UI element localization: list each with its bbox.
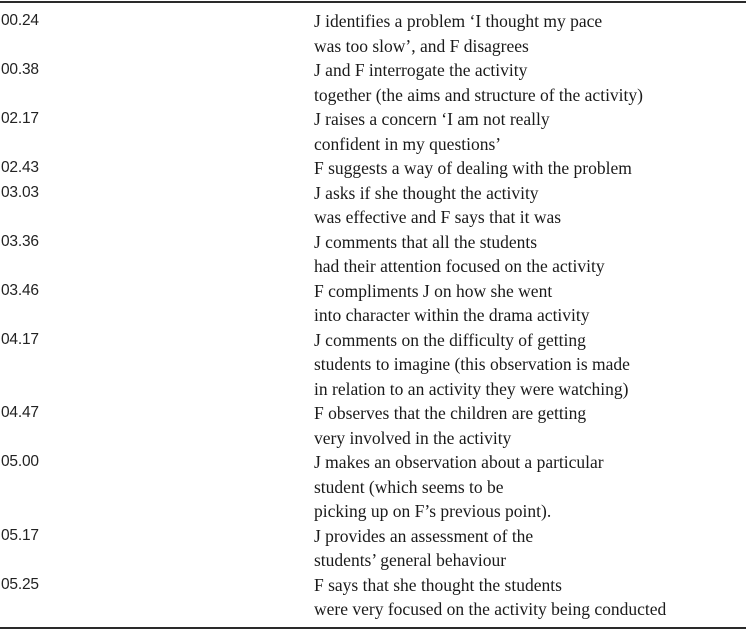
timestamp-cell: 03.03 xyxy=(1,183,39,201)
description-line: picking up on F’s previous point). xyxy=(314,501,552,521)
description-line: student (which seems to be xyxy=(314,476,504,497)
timestamp-cell: 02.17 xyxy=(1,110,39,127)
table-row xyxy=(0,58,746,107)
description-line: very involved in the activity xyxy=(314,427,512,448)
description-cell xyxy=(314,107,746,156)
description-cell xyxy=(314,181,746,230)
table-row xyxy=(0,9,746,58)
description-line: J identifies a problem ‘I thought my pace xyxy=(314,11,603,31)
timestamp-cell: 02.43 xyxy=(1,159,39,176)
timestamp-cell: 05.25 xyxy=(1,575,39,593)
description-cell xyxy=(314,450,746,524)
description-cell xyxy=(314,328,746,402)
description-line: was effective and F says that it was xyxy=(314,207,562,227)
table-row xyxy=(0,524,746,573)
description-line: together (the aims and structure of the activity) xyxy=(314,84,643,105)
timestamp-cell: 04.47 xyxy=(1,404,39,421)
table-row xyxy=(0,279,746,328)
description-line: in relation to an activity they were watching) xyxy=(314,378,629,399)
table-top-rule xyxy=(0,1,746,3)
timestamp-cell: 05.17 xyxy=(1,526,39,544)
description-cell xyxy=(314,279,746,328)
description-line: students to imagine (this observation is made xyxy=(314,354,630,374)
description-line: J and F interrogate the activity xyxy=(314,60,528,80)
description-line: J provides an assessment of the xyxy=(314,525,534,546)
description-line: J asks if she thought the activity xyxy=(314,182,539,203)
description-cell xyxy=(314,9,746,58)
description-line: J comments that all the students xyxy=(314,231,538,252)
table-row xyxy=(0,450,746,524)
timestamp-cell: 03.36 xyxy=(1,232,39,250)
description-line: F compliments J on how she went xyxy=(314,280,553,301)
description-line: confident in my questions’ xyxy=(314,133,502,154)
table-body xyxy=(0,9,746,622)
timestamp-cell: 05.00 xyxy=(1,453,39,470)
description-line: F says that she thought the students xyxy=(314,574,562,595)
description-line: J comments on the difficulty of getting xyxy=(314,329,586,350)
table-row xyxy=(0,230,746,279)
description-cell xyxy=(314,524,746,573)
table-row xyxy=(0,181,746,230)
table-row xyxy=(0,573,746,622)
description-line: F suggests a way of dealing with the problem xyxy=(314,158,632,178)
description-cell xyxy=(314,230,746,279)
description-cell xyxy=(314,156,746,181)
timestamp-cell: 04.17 xyxy=(1,330,39,348)
description-cell xyxy=(314,58,746,107)
description-line: were very focused on the activity being conducted xyxy=(314,599,667,619)
description-cell xyxy=(314,401,746,450)
table-bottom-rule xyxy=(0,627,746,629)
description-line: was too slow’, and F disagrees xyxy=(314,35,529,56)
table-row xyxy=(0,401,746,450)
timestamp-cell: 00.38 xyxy=(1,61,39,78)
table-row xyxy=(0,107,746,156)
table-row xyxy=(0,328,746,402)
description-line: J makes an observation about a particular xyxy=(314,452,604,472)
timestamp-cell: 03.46 xyxy=(1,281,39,299)
description-cell xyxy=(314,573,746,622)
description-line: had their attention focused on the activity xyxy=(314,256,605,276)
table-row xyxy=(0,156,746,181)
description-line: into character within the drama activity xyxy=(314,305,590,325)
timestamp-cell: 00.24 xyxy=(1,12,39,29)
description-line: J raises a concern ‘I am not really xyxy=(314,109,550,129)
description-line: students’ general behaviour xyxy=(314,550,507,570)
description-line: F observes that the children are getting xyxy=(314,403,587,423)
